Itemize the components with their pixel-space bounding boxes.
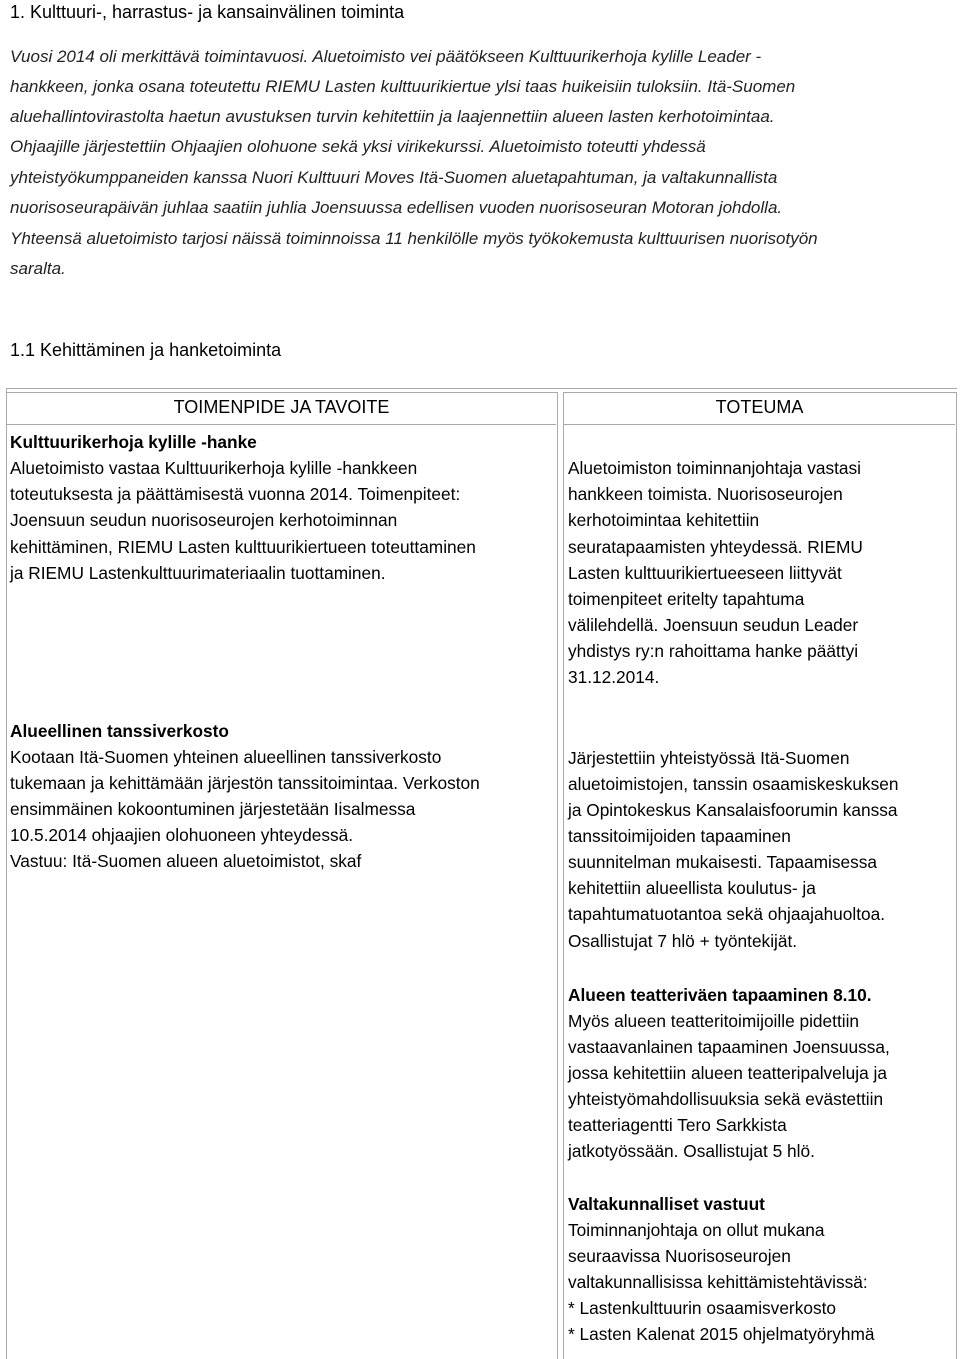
subsection-title: 1.1 Kehittäminen ja hanketoiminta — [10, 340, 282, 360]
intro-line: Vuosi 2014 oli merkittävä toimintavuosi. Aluetoimisto vei päätökseen Kulttuurikerhoja kylille Leader - — [10, 47, 762, 66]
outcome-line: välilehdellä. Joensuun seudun Leader — [568, 615, 859, 635]
outcome-line: teatteriagentti Tero Sarkkista — [568, 1115, 787, 1135]
measure-line: Joensuun seudun nuorisoseurojen kerhotoiminnan — [10, 510, 398, 530]
measure-title: Kulttuurikerhoja kylille -hanke — [10, 432, 257, 452]
measure-line: Aluetoimisto vastaa Kulttuurikerhoja kylille -hankkeen — [10, 458, 418, 478]
measure-line: Vastuu: Itä-Suomen alueen aluetoimistot, skaf — [10, 851, 362, 871]
outcome-line: valtakunnallisissa kehittämistehtävissä: — [568, 1272, 868, 1292]
outcome-line: 31.12.2014. — [568, 667, 660, 687]
measure-line: Kootaan Itä-Suomen yhteinen alueellinen tanssiverkosto — [10, 747, 442, 767]
outcome-line: suunnitelman mukaisesti. Tapaamisessa — [568, 852, 877, 872]
intro-line: Yhteensä aluetoimisto tarjosi näissä toiminnoissa 11 henkilölle myös työkokemusta kulttuurisen nuorisotyön — [10, 229, 818, 248]
section-title: 1. Kulttuuri-, harrastus- ja kansainvälinen toiminta — [10, 2, 405, 22]
measure-line: tukemaan ja kehittämään järjestön tanssitoimintaa. Verkoston — [10, 773, 480, 793]
outcome-line: Aluetoimiston toiminnanjohtaja vastasi — [568, 458, 861, 478]
measure-line: kehittäminen, RIEMU Lasten kulttuurikiertueen toteuttaminen — [10, 537, 476, 557]
intro-line: nuorisoseurapäivän juhlaa saatiin juhlia Joensuussa edellisen vuoden nuorisoseuran Motoran johdolla. — [10, 198, 783, 217]
outcome-line: jatkotyössään. Osallistujat 5 hlö. — [568, 1141, 815, 1161]
measure-line: 10.5.2014 ohjaajien olohuoneen yhteydessä. — [10, 825, 354, 845]
measure-line: toteutuksesta ja päättämisestä vuonna 2014. Toimenpiteet: — [10, 484, 461, 504]
outcome-line: tapahtumatuotantoa sekä ohjaajahuoltoa. — [568, 904, 886, 924]
outcome-line: Osallistujat 7 hlö + työntekijät. — [568, 931, 798, 951]
outcome-line: vastaavanlainen tapaaminen Joensuussa, — [568, 1037, 890, 1057]
measure-title: Alueellinen tanssiverkosto — [10, 721, 229, 741]
outcome-line: jossa kehitettiin alueen teatteripalveluja ja — [568, 1063, 887, 1083]
outcome-title: Alueen teatteriväen tapaaminen 8.10. — [568, 985, 872, 1005]
measure-line: ensimmäinen kokoontuminen järjestetään Iisalmessa — [10, 799, 416, 819]
outcome-line: hankkeen toimista. Nuorisoseurojen — [568, 484, 843, 504]
outcome-line: yhteistyömahdollisuuksia sekä evästettiin — [568, 1089, 884, 1109]
intro-line: yhteistyökumppaneiden kanssa Nuori Kulttuuri Moves Itä-Suomen aluetapahtuman, ja valtakunnallista — [10, 168, 778, 187]
outcome-line: seuratapaamisten yhteydessä. RIEMU — [568, 537, 863, 557]
outcome-line: aluetoimistojen, tanssin osaamiskeskuksen — [568, 774, 899, 794]
outcome-line: Myös alueen teatteritoimijoille pidettiin — [568, 1011, 860, 1031]
outcome-line: ja Opintokeskus Kansalaisfoorumin kanssa — [568, 800, 898, 820]
outcome-line: Toiminnanjohtaja on ollut mukana — [568, 1220, 825, 1240]
outcome-line: seuraavissa Nuorisoseurojen — [568, 1246, 791, 1266]
intro-line: Ohjaajille järjestettiin Ohjaajien olohuone sekä yksi virikekurssi. Aluetoimisto toteutti yhdessä — [10, 137, 706, 156]
outcome-line: yhdistys ry:n rahoittama hanke päättyi — [568, 641, 859, 661]
outcome-line: * Lastenkulttuurin osaamisverkosto — [568, 1298, 836, 1318]
outcome-title: Valtakunnalliset vastuut — [568, 1194, 765, 1214]
outcome-line: Järjestettiin yhteistyössä Itä-Suomen — [568, 748, 850, 768]
intro-line: aluehallintovirastolta haetun avustuksen turvin kehitettiin ja laajennettiin alueen lasten kerhotoimintaa. — [10, 107, 775, 126]
measure-line: ja RIEMU Lastenkulttuurimateriaalin tuottaminen. — [10, 563, 386, 583]
intro-line: saralta. — [10, 259, 66, 278]
outcome-line: toimenpiteet eritelty tapahtuma — [568, 589, 805, 609]
outcome-line: tanssitoimijoiden tapaaminen — [568, 826, 791, 846]
column-header-measure: TOIMENPIDE JA TAVOITE — [173, 397, 390, 417]
column-header-outcome: TOTEUMA — [715, 397, 804, 417]
outcome-line: Lasten kulttuurikiertueeseen liittyvät — [568, 563, 842, 583]
outcome-line: * Lasten Kalenat 2015 ohjelmatyöryhmä — [568, 1324, 875, 1344]
intro-line: hankkeen, jonka osana toteutettu RIEMU Lasten kulttuurikiertue ylsi taas huikeisiin tuloksiin. Itä-Suomen — [10, 77, 796, 96]
outcome-line: kerhotoimintaa kehitettiin — [568, 510, 760, 530]
outcome-line: kehitettiin alueellista koulutus- ja — [568, 878, 816, 898]
